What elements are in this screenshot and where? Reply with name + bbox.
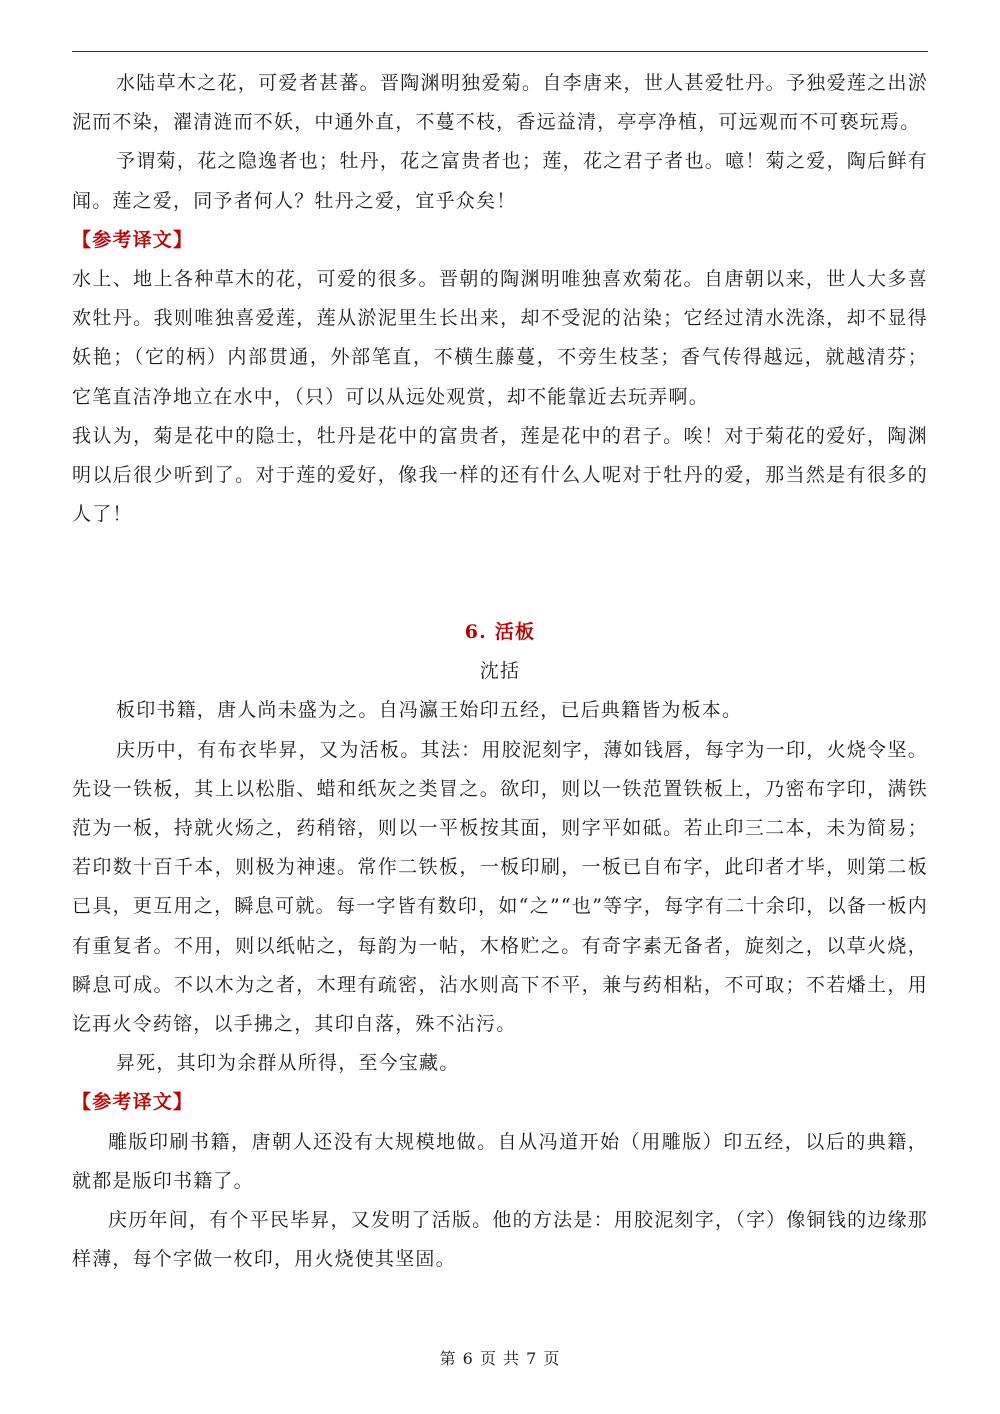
original-paragraph: 予谓菊，花之隐逸者也；牡丹，花之富贵者也；莲，花之君子者也。噫！菊之爱，陶后鲜有闻。莲之爱，同予者何人？牡丹之爱，宜乎众矣！ [72,150,928,212]
reference-translation-heading: 【参考译文】 [72,1091,194,1114]
original-paragraph: 昇死，其印为余群从所得，至今宝藏。 [116,1052,460,1075]
section-title: 6. 活板 [464,621,536,643]
translation-paragraph: 水上、地上各种草木的花，可爱的很多。晋朝的陶渊明唯独喜欢菊花。自唐朝以来，世人大多喜欢牡丹。我则唯独喜爱莲，莲从淤泥里生长出来，却不受泥的沾染；它经过清水洗涤，却不显得妖艳；（它的柄）内部贯通，外部笔直，不横生藤蔓，不旁生枝茎；香气传得越远，就越清芬；它笔直洁净地立在水中，（只）可以从远处观赏，却不能靠近去玩弄啊。 [72,268,928,408]
reference-translation-heading: 【参考译文】 [72,228,194,251]
section-5 [72,64,928,534]
header-rule [72,51,928,52]
translation-paragraph: 庆历年间，有个平民毕昇，又发明了活版。他的方法是：用胶泥刻字，（字）像铜钱的边缘那样薄，每个字做一枚印，用火烧使其坚固。 [72,1209,928,1271]
translation-paragraph: 雕版印刷书籍，唐朝人还没有大规模地做。自从冯道开始（用雕版）印五经，以后的典籍，就都是版印书籍了。 [72,1130,928,1192]
page-number: 第 6 页 共 7 页 [439,1349,561,1368]
author: 沈括 [479,660,521,683]
original-paragraph: 水陆草木之花，可爱者甚蕃。晋陶渊明独爱菊。自李唐来，世人甚爱牡丹。予独爱莲之出淤泥而不染，濯清涟而不妖，中通外直，不蔓不枝，香远益清，亭亭净植，可远观而不可亵玩焉。 [72,72,928,134]
translation-paragraph: 我认为，菊是花中的隐士，牡丹是花中的富贵者，莲是花中的君子。唉！对于菊花的爱好，陶渊明以后很少听到了。对于莲的爱好，像我一样的还有什么人呢对于牡丹的爱，那当然是有很多的人了！ [72,424,928,526]
section-6 [72,613,928,1279]
original-paragraph: 庆历中，有布衣毕昇，又为活板。其法：用胶泥刻字，薄如钱唇，每字为一印，火烧令坚。先设一铁板，其上以松脂、蜡和纸灰之类冒之。欲印，则以一铁范置铁板上，乃密布字印，满铁范为一板，持就火炀之，药稍镕，则以一平板按其面，则字平如砥。若止印三二本，未为简易；若印数十百千本，则极为神速。常作二铁板，一板印刷，一板已自布字，此印者才毕，则第二板已具，更互用之，瞬息可就。每一字皆有数印，如“之”“也”等字，每字有二十余印，以备一板内有重复者。不用，则以纸帖之，每韵为一帖，木格贮之。有奇字素无备者，旋刻之，以草火烧，瞬息可成。不以木为之者，木理有疏密，沾水则高下不平，兼与药相粘，不可取；不若燔土，用讫再火令药镕，以手拂之，其印自落，殊不沾污。 [72,738,928,1036]
original-paragraph: 板印书籍，唐人尚未盛为之。自冯瀛王始印五经，已后典籍皆为板本。 [116,699,743,722]
